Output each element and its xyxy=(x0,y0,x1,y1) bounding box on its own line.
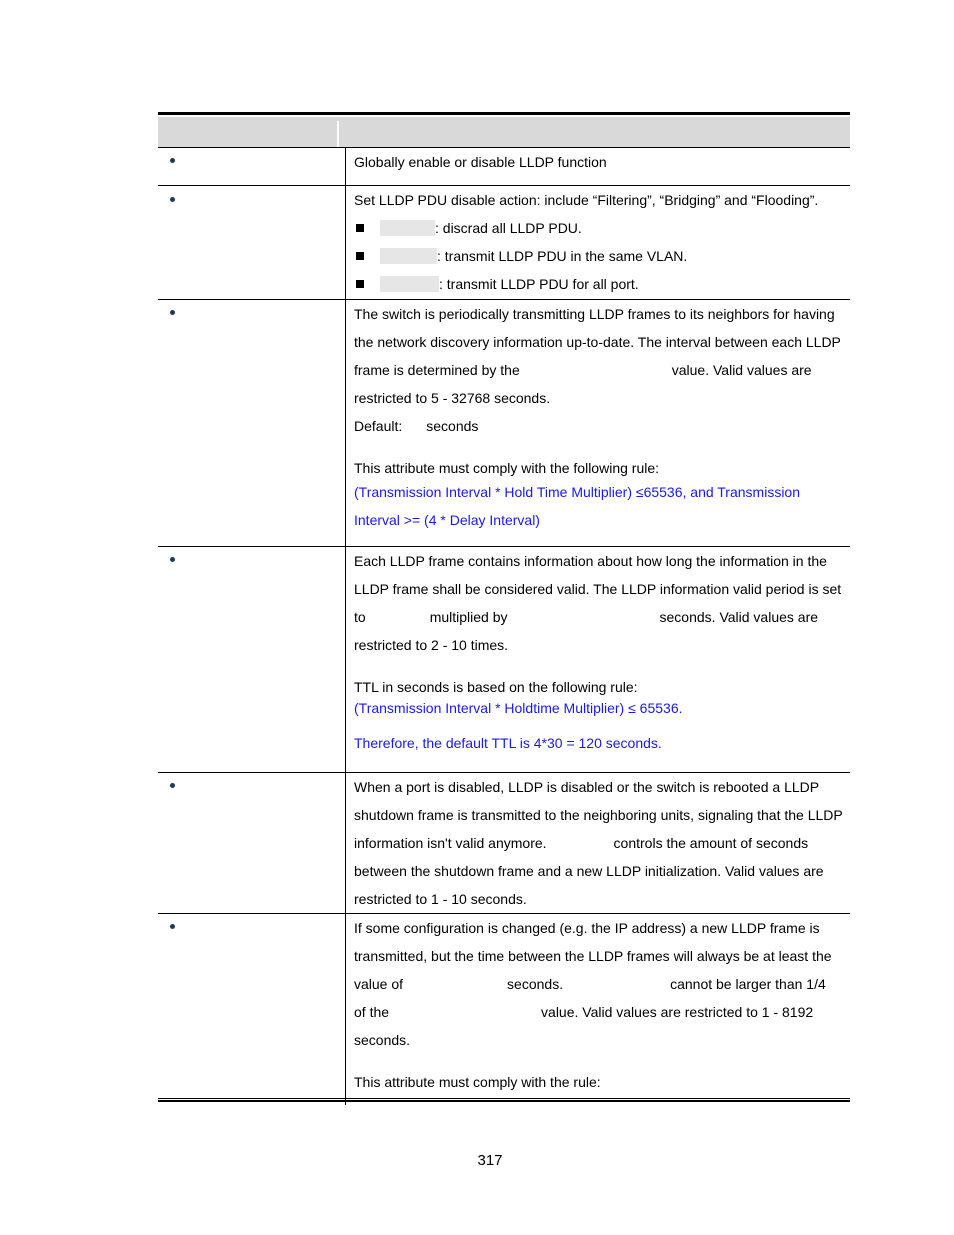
parameter-table xyxy=(158,112,850,1105)
rule-line: Interval >= (4 * Delay Interval) xyxy=(354,512,540,528)
description-line: The switch is periodically transmitting LLDP frames to its neighbors for having xyxy=(354,306,835,322)
description-line: This attribute must comply with the rule: xyxy=(354,1074,601,1090)
header-column-separator xyxy=(337,121,339,147)
parameter-cell xyxy=(158,186,346,299)
description-line: information isn't valid anymore. controls the amount of seconds xyxy=(354,835,809,851)
option-bridging: : transmit LLDP PDU in the same VLAN. xyxy=(354,242,844,270)
description-cell xyxy=(354,773,850,913)
description-line: TTL in seconds is based on the following rule: xyxy=(354,679,638,695)
description-cell xyxy=(354,914,850,1096)
parameter-cell xyxy=(158,148,346,185)
description-line: restricted to 1 - 10 seconds. xyxy=(354,891,527,907)
bullet-icon xyxy=(170,158,175,163)
bullet-icon xyxy=(170,924,175,929)
description-line: Globally enable or disable LLDP function xyxy=(354,154,607,170)
parameter-cell xyxy=(158,773,346,913)
description-line: restricted to 2 - 10 times. xyxy=(354,637,509,653)
description-line: seconds. xyxy=(354,1032,411,1048)
description-line: restricted to 5 - 32768 seconds. xyxy=(354,390,551,406)
description-line: shutdown frame is transmitted to the neighboring units, signaling that the LLDP xyxy=(354,807,843,823)
table-row xyxy=(158,148,850,186)
description-cell xyxy=(354,148,850,176)
rule-line: (Transmission Interval * Hold Time Multiplier) ≤65536, and Transmission xyxy=(354,484,800,500)
table-row xyxy=(158,300,850,547)
description-line: Set LLDP PDU disable action: include “Filtering”, “Bridging” and “Flooding”. xyxy=(354,192,819,208)
default-value-line: Default: seconds xyxy=(354,418,479,434)
description-line: between the shutdown frame and a new LLDP initialization. Valid values are xyxy=(354,863,824,879)
parameter-cell xyxy=(158,300,346,546)
option-label-box xyxy=(380,220,435,236)
table-row xyxy=(158,186,850,300)
table-row xyxy=(158,914,850,1105)
description-line: If some configuration is changed (e.g. the IP address) a new LLDP frame is xyxy=(354,920,820,936)
table-bottom-rule xyxy=(158,1098,850,1102)
parameter-cell xyxy=(158,547,346,772)
square-bullet-icon xyxy=(356,252,364,260)
description-cell xyxy=(354,186,850,298)
description-line: the network discovery information up-to-date. The interval between each LLDP xyxy=(354,334,841,350)
bullet-icon xyxy=(170,783,175,788)
description-line: LLDP frame shall be considered valid. The LLDP information valid period is set xyxy=(354,581,842,597)
table-header xyxy=(158,115,850,148)
rule-line: Therefore, the default TTL is 4*30 = 120 seconds. xyxy=(354,735,662,751)
description-line: of the value. Valid values are restricted to 1 - 8192 xyxy=(354,1004,814,1020)
rule-line: (Transmission Interval * Holdtime Multiplier) ≤ 65536. xyxy=(354,700,683,716)
description-line: This attribute must comply with the following rule: xyxy=(354,460,660,476)
description-line: Each LLDP frame contains information about how long the information in the xyxy=(354,553,827,569)
page-number: 317 xyxy=(477,1152,503,1169)
option-filtering: : discrad all LLDP PDU. xyxy=(354,214,844,242)
description-line: frame is determined by the value. Valid values are xyxy=(354,362,812,378)
parameter-cell xyxy=(158,914,346,1105)
table-row xyxy=(158,547,850,773)
option-label-box xyxy=(380,276,439,292)
option-flooding: : transmit LLDP PDU for all port. xyxy=(354,270,844,298)
description-line: value of seconds. cannot be larger than 1/4 xyxy=(354,976,826,992)
bullet-icon xyxy=(170,310,175,315)
description-line: transmitted, but the time between the LLDP frames will always be at least the xyxy=(354,948,832,964)
description-line: When a port is disabled, LLDP is disabled or the switch is rebooted a LLDP xyxy=(354,779,820,795)
description-cell xyxy=(354,300,850,534)
description-cell xyxy=(354,547,850,757)
bullet-icon xyxy=(170,557,175,562)
description-line: to multiplied by seconds. Valid values are xyxy=(354,609,819,625)
square-bullet-icon xyxy=(356,280,364,288)
square-bullet-icon xyxy=(356,224,364,232)
option-label-box xyxy=(380,248,437,264)
bullet-icon xyxy=(170,197,175,202)
table-row xyxy=(158,773,850,914)
